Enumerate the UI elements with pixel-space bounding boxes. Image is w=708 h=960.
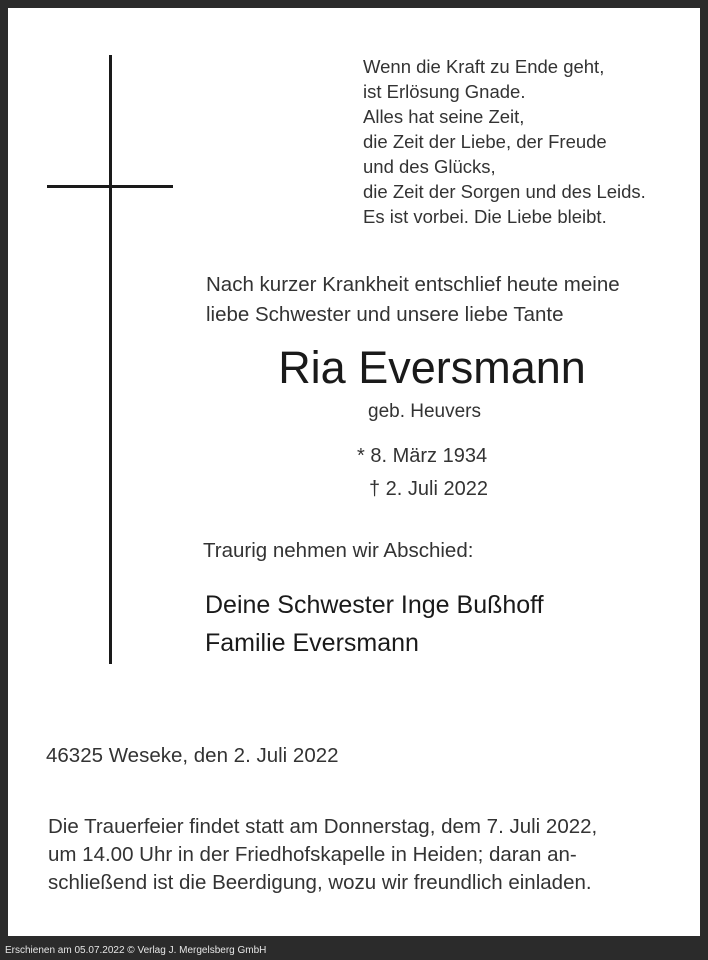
mourner: Deine Schwester Inge Bußhoff bbox=[205, 591, 544, 619]
death-date: † 2. Juli 2022 bbox=[369, 478, 488, 500]
service-line: um 14.00 Uhr in der Friedhofskapelle in Heiden; daran an- bbox=[48, 843, 577, 866]
service-line: schließend ist die Beerdigung, wozu wir freundlich einladen. bbox=[48, 871, 592, 894]
poem-line: die Zeit der Sorgen und des Leids. bbox=[363, 181, 646, 202]
poem-line: Wenn die Kraft zu Ende geht, bbox=[363, 56, 605, 77]
birth-date: * 8. März 1934 bbox=[357, 445, 488, 467]
intro-line: Nach kurzer Krankheit entschlief heute meine bbox=[206, 273, 620, 296]
deceased-name: Ria Eversmann bbox=[278, 342, 586, 393]
intro-line: liebe Schwester und unsere liebe Tante bbox=[206, 303, 564, 326]
publication-footer: Erschienen am 05.07.2022 © Verlag J. Mergelsberg GmbH bbox=[5, 945, 267, 956]
poem bbox=[363, 54, 646, 229]
service-line: Die Trauerfeier findet statt am Donnerstag, dem 7. Juli 2022, bbox=[48, 815, 598, 838]
mourners bbox=[205, 586, 544, 662]
poem-line: ist Erlösung Gnade. bbox=[363, 81, 526, 102]
place-date: 46325 Weseke, den 2. Juli 2022 bbox=[46, 744, 339, 767]
farewell-line: Traurig nehmen wir Abschied: bbox=[203, 539, 474, 562]
service-info bbox=[48, 813, 597, 897]
birth-name: geb. Heuvers bbox=[368, 401, 482, 422]
cross-horizontal-bar bbox=[47, 185, 173, 188]
intro-text bbox=[206, 270, 620, 330]
mourner: Familie Eversmann bbox=[205, 629, 419, 657]
poem-line: die Zeit der Liebe, der Freude bbox=[363, 131, 607, 152]
obituary-card bbox=[8, 8, 700, 936]
poem-line: Es ist vorbei. Die Liebe bleibt. bbox=[363, 206, 607, 227]
poem-line: und des Glücks, bbox=[363, 156, 496, 177]
poem-line: Alles hat seine Zeit, bbox=[363, 106, 525, 127]
